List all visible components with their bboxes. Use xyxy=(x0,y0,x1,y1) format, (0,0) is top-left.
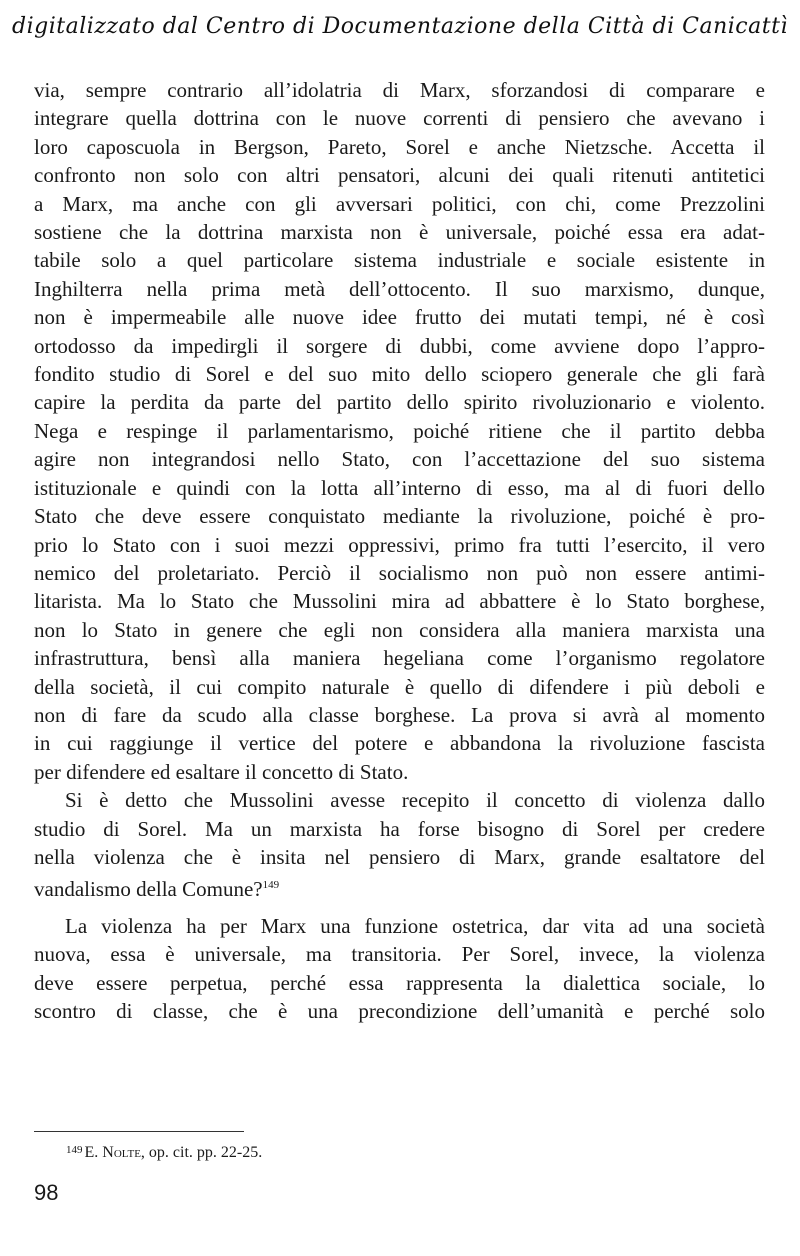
text-line: capire la perdita da parte del partito dello spirito rivoluzionario e violento. xyxy=(34,390,765,415)
footnote xyxy=(66,1140,262,1163)
text-line: a Marx, ma anche con gli avversari politici, con chi, come Prezzolini xyxy=(34,191,765,216)
text-line-with-footnote xyxy=(34,871,765,903)
body-text xyxy=(34,76,765,1025)
text-line: non lo Stato in genere che egli non considera alla maniera marxista una xyxy=(34,617,765,642)
text-line: ortodosso da impedirgli il sorgere di dubbi, come avviene dopo l’appro- xyxy=(34,333,765,358)
footnote-citation: , op. cit. pp. 22-25. xyxy=(140,1144,263,1161)
footnote-number: 149 xyxy=(66,1144,83,1156)
text-line: via, sempre contrario all’idolatria di Marx, sforzandosi di comparare e xyxy=(34,78,765,102)
text-line: studio di Sorel. Ma un marxista ha forse bisogno di Sorel per credere xyxy=(34,816,765,841)
text-line: scontro di classe, che è una precondizione dell’umanità e perché solo xyxy=(34,999,765,1023)
text-line: non è impermeabile alle nuove idee frutto dei mutati tempi, né è così xyxy=(34,305,765,330)
text-line: per difendere ed esaltare il concetto di Stato. xyxy=(34,759,409,784)
footnote-reference: 149 xyxy=(262,879,280,892)
page-number: 98 xyxy=(34,1180,59,1205)
text-line: infrastruttura, bensì alla maniera hegeliana come l’organismo regolatore xyxy=(34,646,765,671)
text-line: Si è detto che Mussolini avesse recepito il concetto di violenza dallo xyxy=(65,788,765,813)
text-line: della società, il cui compito naturale è quello di difendere i più deboli e xyxy=(34,674,765,699)
text-line: Inghilterra nella prima metà dell’ottocento. Il suo marxismo, dunque, xyxy=(34,276,765,301)
text-line: La violenza ha per Marx una funzione ostetrica, dar vita ad una società xyxy=(65,913,765,938)
text-line: tabile solo a quel particolare sistema industriale e sociale esistente in xyxy=(34,248,765,273)
text-line: fondito studio di Sorel e del suo mito dello sciopero generale che gli farà xyxy=(34,362,765,387)
text-line: confronto non solo con altri pensatori, alcuni dei quali ritenuti antitetici xyxy=(34,163,765,188)
text-line: prio lo Stato con i suoi mezzi oppressivi, primo fra tutti l’esercito, il vero xyxy=(34,532,765,557)
text-line: sostiene che la dottrina marxista non è universale, poiché essa era adat- xyxy=(34,220,765,245)
text-line: non di fare da scudo alla classe borghese. La prova si avrà al momento xyxy=(34,702,765,727)
text-line: Stato che deve essere conquistato mediante la rivoluzione, poiché è pro- xyxy=(34,504,765,529)
text-line: agire non integrandosi nello Stato, con l’accettazione del suo sistema xyxy=(34,447,765,472)
text-line: integrare quella dottrina con le nuove correnti di pensiero che avevano i xyxy=(34,106,765,131)
text-line: deve essere perpetua, perché essa rappresenta la dialettica sociale, lo xyxy=(34,970,765,995)
text-line: nuova, essa è universale, ma transitoria. Per Sorel, invece, la violenza xyxy=(34,942,765,967)
text-line: Nega e respinge il parlamentarismo, poiché ritiene che il partito debba xyxy=(34,418,765,443)
footnote-divider xyxy=(34,1131,244,1132)
footnote-author: E. Nolte xyxy=(84,1144,141,1161)
text-line: nella violenza che è insita nel pensiero di Marx, grande esaltatore del xyxy=(34,844,765,869)
text-line: loro caposcuola in Bergson, Pareto, Sorel e anche Nietzsche. Accetta il xyxy=(34,134,765,159)
text-line: vandalismo della Comune? xyxy=(34,877,263,902)
digitization-watermark: digitalizzato dal Centro di Documentazione della Città di Canicattì xyxy=(12,14,788,39)
text-line: nemico del proletariato. Perciò il socialismo non può non essere antimi- xyxy=(34,560,765,585)
text-line: istituzionale e quindi con la lotta all’interno di esso, ma al di fuori dello xyxy=(34,475,765,500)
text-line: litarista. Ma lo Stato che Mussolini mira ad abbattere è lo Stato borghese, xyxy=(34,589,765,614)
text-line: in cui raggiunge il vertice del potere e abbandona la rivoluzione fascista xyxy=(34,731,765,756)
